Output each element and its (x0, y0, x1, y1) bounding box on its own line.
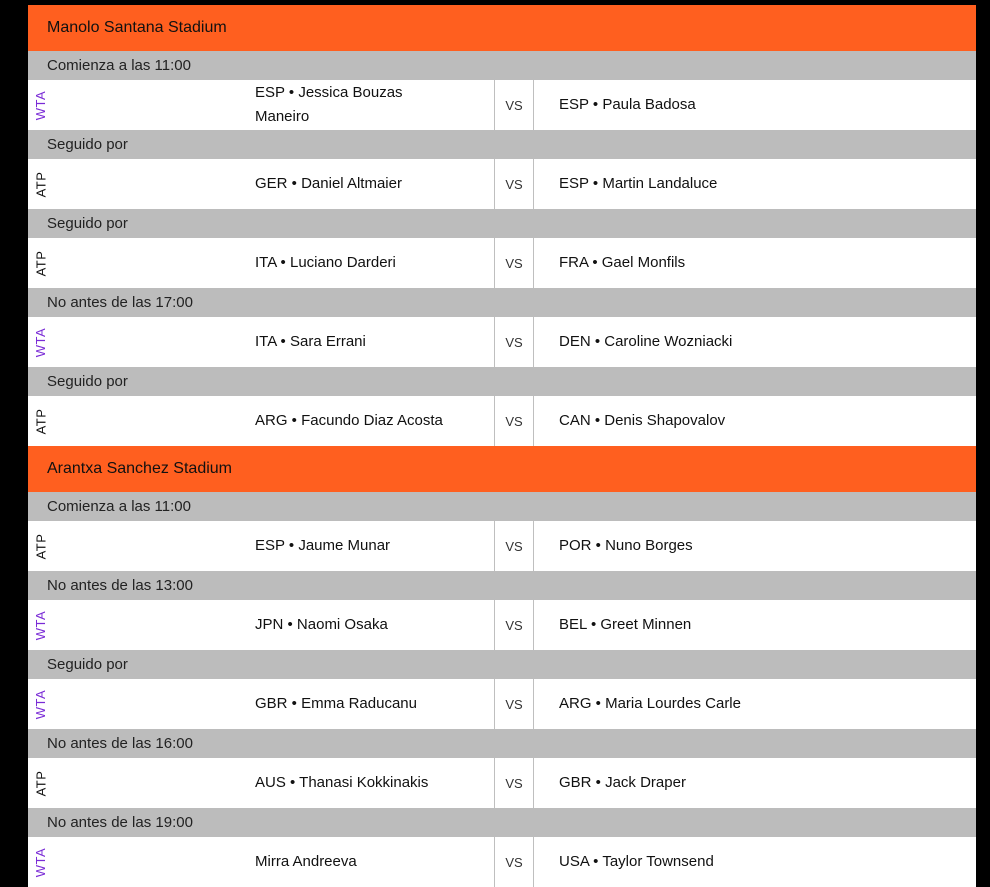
tour-label: ATP (33, 171, 49, 197)
time-row (28, 650, 976, 679)
start-time: No antes de las 19:00 (47, 814, 193, 831)
tour-label: WTA (33, 327, 49, 357)
player-two[interactable]: ESP • Martin Landaluce (559, 175, 718, 192)
tour-label: ATP (33, 533, 49, 559)
vs-label: VS (494, 238, 534, 288)
tour-label: WTA (33, 847, 49, 877)
tour-label: ATP (33, 250, 49, 276)
vs-label: VS (494, 159, 534, 209)
vs-label: VS (494, 679, 534, 729)
match-row[interactable] (28, 396, 976, 446)
court-name: Manolo Santana Stadium (47, 19, 227, 36)
tour-label: WTA (33, 689, 49, 719)
match-row[interactable] (28, 80, 976, 130)
vs-label: VS (494, 317, 534, 367)
start-time: Seguido por (47, 215, 128, 232)
vs-label: VS (494, 521, 534, 571)
time-row (28, 288, 976, 317)
player-two[interactable]: DEN • Caroline Wozniacki (559, 333, 733, 350)
player-two[interactable]: ARG • Maria Lourdes Carle (559, 695, 741, 712)
player-two[interactable]: CAN • Denis Shapovalov (559, 412, 726, 429)
tour-label: ATP (33, 770, 49, 796)
time-row (28, 729, 976, 758)
tour-label: WTA (33, 90, 49, 120)
match-row[interactable] (28, 758, 976, 808)
match-row[interactable] (28, 159, 976, 209)
start-time: Comienza a las 11:00 (47, 57, 191, 74)
start-time: No antes de las 16:00 (47, 735, 193, 752)
player-two[interactable]: BEL • Greet Minnen (559, 616, 692, 633)
time-row (28, 367, 976, 396)
start-time: No antes de las 13:00 (47, 577, 193, 594)
order-of-play (28, 5, 976, 887)
player-two[interactable]: POR • Nuno Borges (559, 537, 693, 554)
player-one[interactable]: AUS • Thanasi Kokkinakis (255, 774, 429, 791)
court-header (28, 5, 976, 51)
match-row[interactable] (28, 679, 976, 729)
vs-label: VS (494, 837, 534, 887)
tour-label: WTA (33, 610, 49, 640)
player-two[interactable]: FRA • Gael Monfils (559, 254, 686, 271)
vs-label: VS (494, 396, 534, 446)
player-one[interactable]: ARG • Facundo Diaz Acosta (255, 412, 443, 429)
player-one[interactable]: Mirra Andreeva (255, 853, 357, 870)
match-row[interactable] (28, 238, 976, 288)
player-one[interactable]: JPN • Naomi Osaka (255, 616, 388, 633)
vs-label: VS (494, 600, 534, 650)
start-time: No antes de las 17:00 (47, 294, 193, 311)
time-row (28, 571, 976, 600)
match-row[interactable] (28, 521, 976, 571)
player-one[interactable]: ITA • Sara Errani (255, 333, 366, 350)
player-one[interactable]: ESP • Jessica Bouzas Maneiro (255, 84, 403, 125)
time-row (28, 209, 976, 238)
time-row (28, 492, 976, 521)
time-row (28, 808, 976, 837)
court-name: Arantxa Sanchez Stadium (47, 460, 232, 477)
vs-label: VS (494, 758, 534, 808)
player-one[interactable]: ITA • Luciano Darderi (255, 254, 396, 271)
match-row[interactable] (28, 317, 976, 367)
player-two[interactable]: USA • Taylor Townsend (559, 853, 714, 870)
start-time: Comienza a las 11:00 (47, 498, 191, 515)
tour-label: ATP (33, 408, 49, 434)
player-one[interactable]: ESP • Jaume Munar (255, 537, 391, 554)
vs-label: VS (494, 80, 534, 130)
player-two[interactable]: GBR • Jack Draper (559, 774, 686, 791)
player-one[interactable]: GER • Daniel Altmaier (255, 175, 402, 192)
player-one[interactable]: GBR • Emma Raducanu (255, 695, 417, 712)
player-two[interactable]: ESP • Paula Badosa (559, 96, 696, 113)
start-time: Seguido por (47, 656, 128, 673)
start-time: Seguido por (47, 373, 128, 390)
time-row (28, 51, 976, 80)
time-row (28, 130, 976, 159)
court-header (28, 446, 976, 492)
start-time: Seguido por (47, 136, 128, 153)
match-row[interactable] (28, 600, 976, 650)
